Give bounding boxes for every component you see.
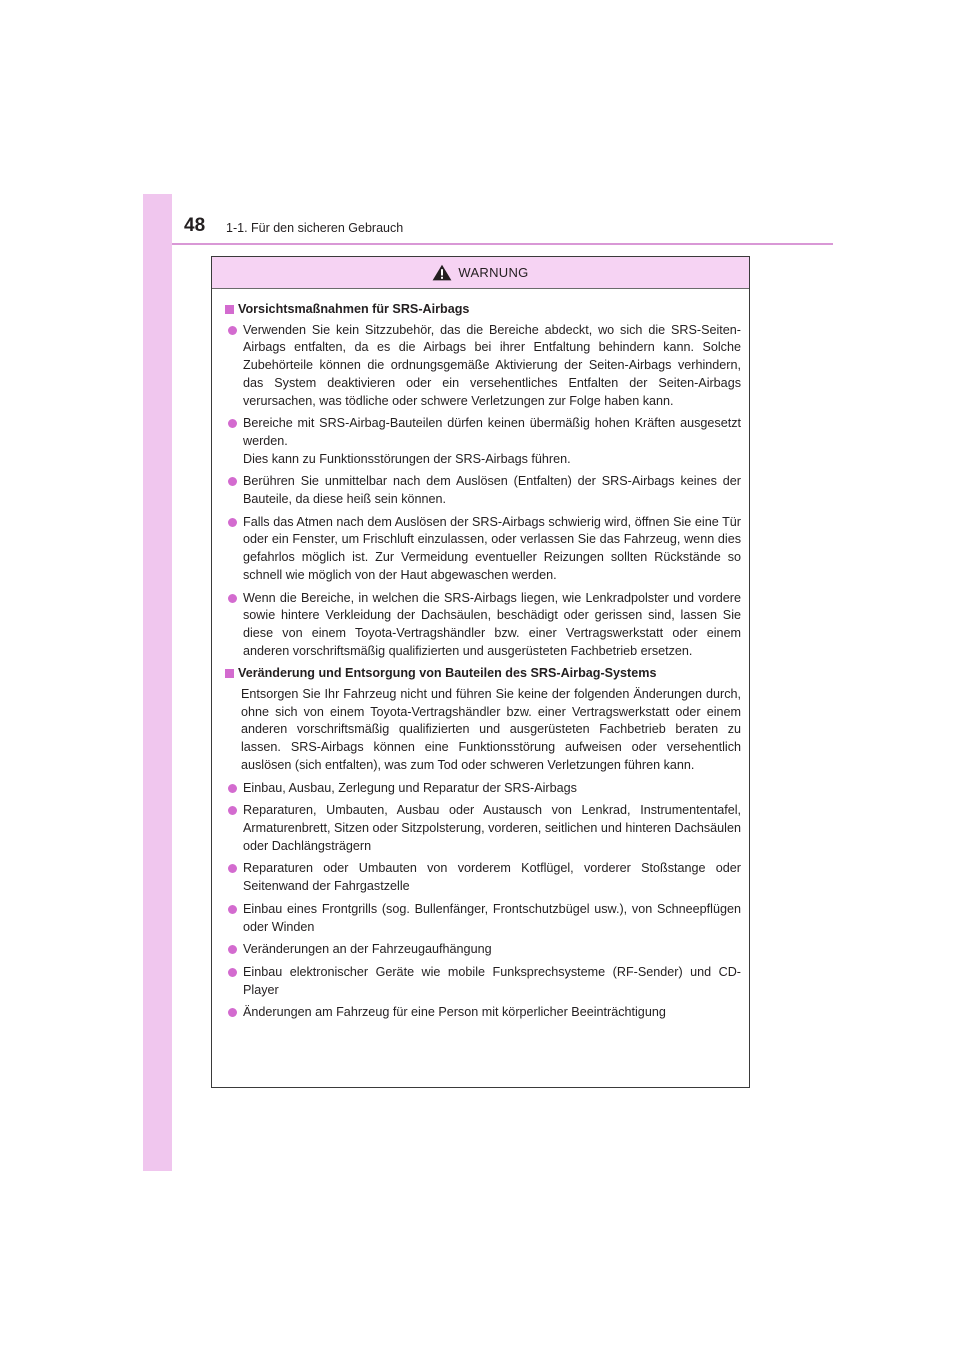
section-heading [225,301,741,319]
list-item [225,941,741,959]
section-title: 1-1. Für den sicheren Gebrauch [226,221,404,235]
list-item-text: Änderungen am Fahrzeug für eine Person mit körperlicher Beeinträchtigung [243,1005,666,1020]
circle-bullet-icon [228,326,237,335]
list-item [225,1004,741,1022]
page-number: 48 [184,215,206,236]
list-item-text: Verwenden Sie kein Sitzzubehör, das die Bereiche abdeckt, wo sich die SRS-Seiten-Airbags entfalten, da es die Airbags bei ihrer Entfaltung behindern kann. Solche Zubehörteile können die ordnungsgemäße Aktivierung der Seiten-Airbags verhindern, das System deaktivieren oder ein versehentliches Entfalten der Seiten-Airbags verursachen, was tödliche oder schwere Verletzungen zur Folge haben kann. [243,322,741,408]
circle-bullet-icon [228,784,237,793]
list-item [225,802,741,855]
warning-triangle-icon [432,264,452,281]
list-item [225,964,741,999]
circle-bullet-icon [228,518,237,527]
warning-title: WARNUNG [458,265,529,280]
list-item [225,415,741,468]
list-item [225,590,741,661]
section-heading-text: Veränderung und Entsorgung von Bauteilen des SRS-Airbag-Systems [238,666,657,681]
list-item [225,780,741,798]
list-item-text: Reparaturen oder Umbauten von vorderem Kotflügel, vorderer Stoßstange oder Seitenwand der Fahrgastzelle [243,861,741,894]
list-item-text: Einbau, Ausbau, Zerlegung und Reparatur der SRS-Airbags [243,780,577,795]
list-item-text [243,415,741,468]
warning-header [212,257,749,289]
chapter-side-bar [143,194,172,1171]
circle-bullet-icon [228,419,237,428]
list-item [225,860,741,895]
list-item [225,514,741,585]
list-item-text: Berühren Sie unmittelbar nach dem Auslösen (Entfalten) der SRS-Airbags keines der Bauteile, da diese heiß sein können. [243,474,741,507]
list-item-text: Veränderungen an der Fahrzeugaufhängung [243,942,492,957]
list-item [225,901,741,936]
list-item [225,473,741,508]
list-item-text: Falls das Atmen nach dem Auslösen der SRS-Airbags schwierig wird, öffnen Sie eine Tür oder ein Fenster, um Frischluft einzulassen, oder verlassen Sie das Fahrzeug, wenn dies gefahrlos möglich ist. Zur Vermeidung eventueller Reizungen sollten Rückstände so schnell wie möglich von der Haut abgewaschen werden. [243,514,741,582]
circle-bullet-icon [228,594,237,603]
list-item-text: Wenn die Bereiche, in welchen die SRS-Airbags liegen, wie Lenkradpolster und vordere sowie hintere Verkleidung der Dachsäulen, beschädigt oder gerissen sind, lassen Sie diese von einem Toyota-Vertragshändler bzw. einer Vertragswerkstatt oder einem anderen vorschriftsmäßig qualifizierten und ausgerüsteten Fachbetrieb ersetzen. [243,590,741,658]
list-item-text: Einbau elektronischer Geräte wie mobile Funksprechsysteme (RF-Sender) und CD-Player [243,964,741,997]
circle-bullet-icon [228,968,237,977]
list-item-text: Einbau eines Frontgrills (sog. Bullenfänger, Frontschutzbügel usw.), von Schneepflügen oder Winden [243,901,741,934]
list-item-text-part: Bereiche mit SRS-Airbag-Bauteilen dürfen keinen übermäßig hohen Kräften ausgesetzt werden. [243,416,741,448]
circle-bullet-icon [228,1008,237,1017]
list-item [225,322,741,411]
header-rule [172,243,833,245]
list-item-text-part: Dies kann zu Funktionsstörungen der SRS-Airbags führen. [243,451,571,466]
circle-bullet-icon [228,864,237,873]
section-paragraph: Entsorgen Sie Ihr Fahrzeug nicht und führen Sie keine der folgenden Änderungen durch, ohne sich von einem Toyota-Vertragshändler bzw. einer Vertragswerkstatt oder einem anderen vorschriftsmäßig qualifizierten und ausgerüsteten Fachbetrieb beraten zu lassen. SRS-Airbags können eine Funktionsstörung aufweisen oder versehentlich auslösen (sich entfalten), was zum Tod oder schweren Verletzungen führen kann. [241,687,741,772]
square-bullet-icon [225,669,234,678]
section-heading [225,665,741,683]
list-item-text: Reparaturen, Umbauten, Ausbau oder Austausch von Lenkrad, Instrumententafel, Armaturenbrett, Sitzen oder Sitzpolsterung, vorderen, seitlichen und hinteren Dachsäulen oder Dachlängsträgern [243,803,741,853]
warning-body [212,289,749,1022]
circle-bullet-icon [228,905,237,914]
section-heading-text: Vorsichtsmaßnahmen für SRS-Airbags [238,302,470,316]
circle-bullet-icon [228,477,237,486]
warning-box [211,256,750,1088]
circle-bullet-icon [228,945,237,954]
square-bullet-icon [225,305,234,314]
circle-bullet-icon [228,806,237,815]
